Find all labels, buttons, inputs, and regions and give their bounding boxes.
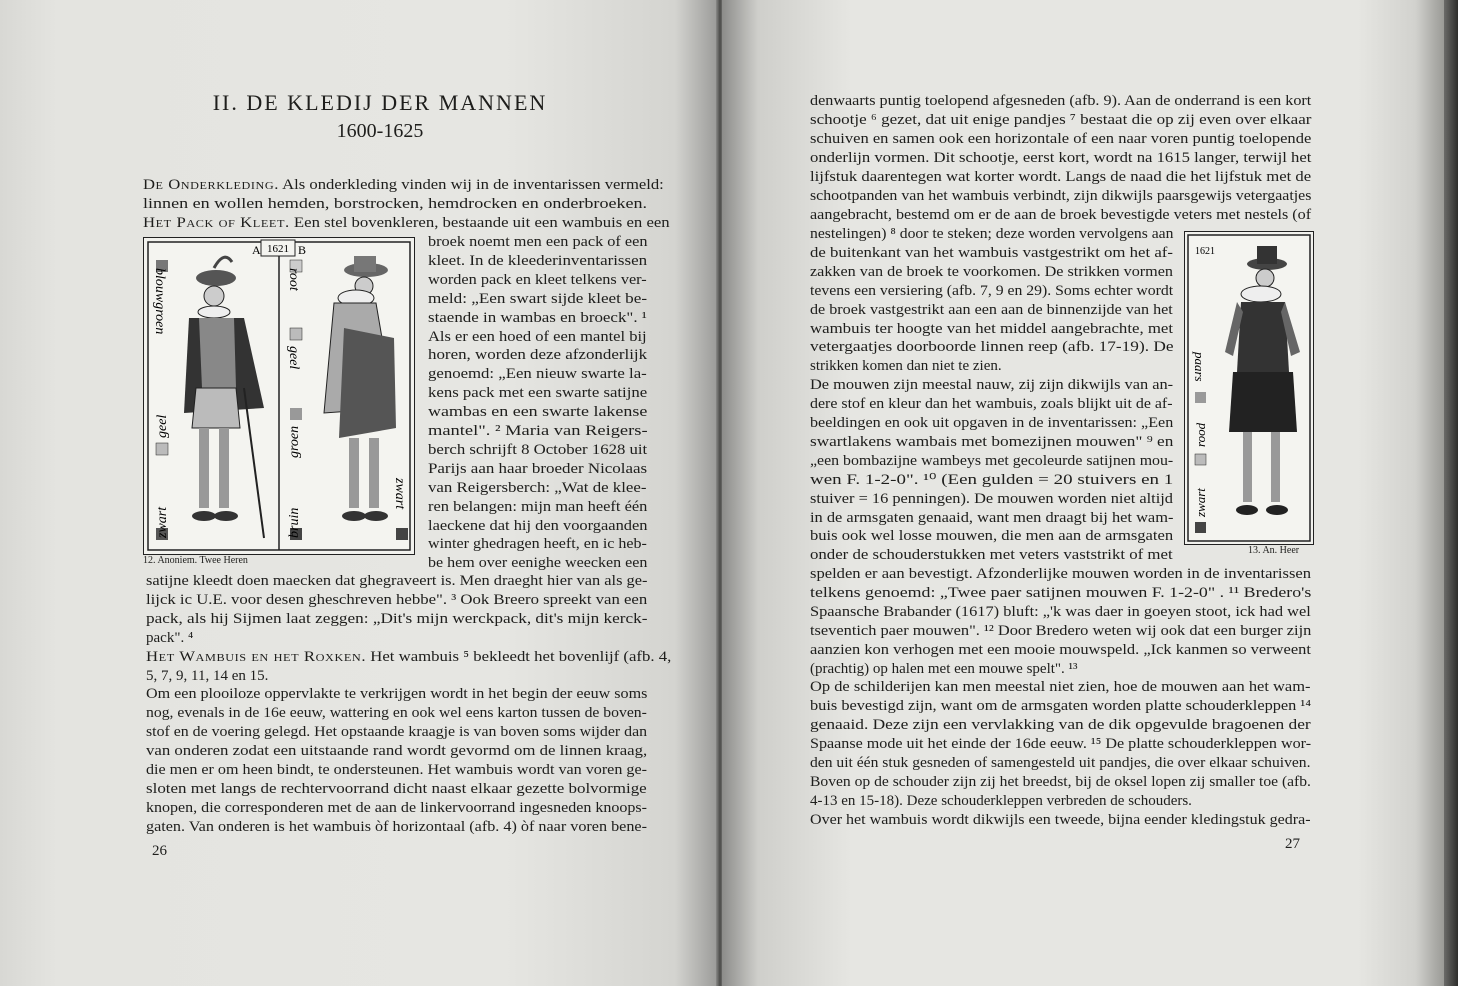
text-line: strikken komen dan niet te zien.: [810, 358, 1002, 375]
color-swatch-icon: [1195, 454, 1206, 465]
left-page: [0, 0, 718, 986]
playing-card-illustration: [144, 238, 414, 554]
text-line: aanzien kon verhogen met een mooie mouwspeld. „Ick kanmen so verweent: [810, 641, 1311, 658]
text-line: winter ghedragen heeft, en ic heb-: [428, 536, 647, 553]
text-line: pack, als hij Sijmen laat zeggen: „Dit's mijn werckpack, dit's mijn kerck-: [146, 610, 648, 627]
text-line: worden pack en kleet telkens ver-: [428, 271, 647, 288]
text-line: tevens een versiering (afb. 7, 9 en 29). Soms echter wordt: [810, 282, 1174, 299]
card-color-word: geel: [155, 414, 170, 438]
color-swatch-icon: [156, 443, 168, 455]
text-line: buis bevestigd zijn, want om de armsgaten worden platte schouderkleppen ¹⁴: [810, 698, 1312, 715]
text-line: lijck ic U.E. voor desen gheschreven hebbe". ³ Ook Breero spreekt van een: [146, 591, 648, 608]
text-line: De Onderkleding. Als onderkleding vinden wij in de inventarissen vermeld:: [143, 177, 664, 193]
page-number-right: 27: [1285, 836, 1300, 852]
card-color-word: zwart: [155, 506, 170, 538]
text-line: de buitenkant van het wambuis vastgestrikt om het af-: [810, 244, 1173, 261]
text-line: vetergaatjes doorboorde linnen reep (afb. 17-19). De: [810, 339, 1174, 356]
text-line: berch schrijft 8 October 1628 uit: [428, 441, 648, 458]
text-line: Over het wambuis wordt dikwijls een tweede, bijna eender kledingstuk gedra-: [810, 811, 1311, 828]
text-line: Op de schilderijen kan men meestal niet zien, hoe de mouwen aan het wam-: [810, 679, 1311, 696]
text-line: Om een plooiloze oppervlakte te verkrijgen wordt in het begin der eeuw soms: [146, 686, 648, 703]
text-line: kleet. In de kleederinventarissen: [428, 252, 648, 269]
text-line: Als er een hoed of een mantel bij: [428, 328, 647, 345]
figure-letter-b: B: [298, 243, 307, 257]
figure-two-gentlemen: [143, 237, 415, 555]
figure-letter-a: A: [252, 243, 261, 257]
text-line: be hem over eenighe weecken een: [428, 555, 648, 572]
figure-caption: 12. Anoniem. Twee Heren: [143, 555, 248, 566]
card-color-word: groen: [287, 425, 302, 458]
text-line: Spaansche Brabander (1617) bluft: „'k was daer in goeyen stoot, ick had wel: [810, 603, 1311, 620]
color-swatch-icon: [290, 328, 302, 340]
figure-year-label: 1621: [1195, 246, 1215, 257]
color-swatch-icon: [1195, 522, 1206, 533]
text-line: beeldingen en ook uit opgaven in de inventarissen: „Een: [810, 415, 1174, 431]
figure-year-label: 1621: [267, 243, 289, 255]
figure-gentleman: [1184, 231, 1314, 545]
text-line: genaaid. Deze zijn een vervlakking van de dik opgevulde bragoenen der: [810, 717, 1311, 734]
text-line: 4-13 en 15-18). Deze schouderkleppen verbreden de schouders.: [810, 792, 1192, 809]
card-color-word: zwart: [1193, 488, 1208, 517]
text-line: schootje ⁶ gezet, dat uit enige pandjes ⁷ bestaat die op zij even over elkaar: [810, 112, 1312, 128]
text-line: van onderen zodat een uitstaande rand wordt gevormd om de linnen kraag,: [146, 743, 648, 760]
text-line: mantel". ² Maria van Reigers-: [428, 423, 648, 439]
text-line: laeckene dat hij den voorgaanden: [428, 517, 648, 534]
figure-caption: 13. An. Heer: [1248, 545, 1300, 556]
text-line: buis ook wel losse mouwen, die men aan de armsgaten: [810, 528, 1174, 545]
text-line: stof en de voering gelegd. Het opstaande kraagje is van boven soms wijder dan: [146, 724, 648, 741]
text-line: linnen en wollen hemden, borstrocken, hemdrocken en onderbroeken.: [143, 196, 648, 212]
card-color-word: root: [286, 268, 301, 291]
text-line: (prachtig) op halen met een mouwe spelt". ¹³: [810, 660, 1078, 677]
text-line: spelden er aan bevestigt. Afzonderlijke mouwen worden in de inventarissen: [810, 566, 1312, 582]
text-line: de broek vastgestrikt aan een aan de binnenzijde van het: [810, 301, 1173, 318]
card-color-word: bruin: [287, 507, 302, 538]
text-line: aangebracht, bestemd om er de aan de broek bevestigde veters met nestels (of: [810, 207, 1312, 223]
text-line: satijne kleedt doen maecken dat ghegraveert is. Men draeght hier van als ge-: [146, 573, 648, 589]
text-line: genoemd: „Een nieuw swarte la-: [428, 366, 647, 383]
book-edge: [1444, 0, 1458, 986]
card-color-word: zwart: [392, 478, 407, 510]
color-swatch-icon: [290, 408, 302, 420]
text-line: tseventich paer mouwen". ¹² Door Bredero weten wij ook dat een burger zijn: [810, 622, 1312, 639]
text-line: wambas en een swarte lakense: [428, 404, 648, 421]
page-number-left: 26: [152, 843, 167, 859]
text-line: Spaanse mode uit het einde der 16de eeuw. ¹⁵ De platte schouderkleppen wor-: [810, 736, 1312, 753]
card-color-word: geel: [286, 346, 301, 370]
color-swatch-icon: [396, 528, 408, 540]
text-line: Boven op de schouder zijn zij het breedst, bij de oksel lopen zij smaller toe (afb.: [810, 773, 1311, 790]
text-line: pack". ⁴: [146, 629, 194, 646]
card-color-word: blouwgroen: [152, 268, 167, 335]
playing-card-illustration: [1185, 232, 1313, 544]
text-line: nog, evenals in de 16e eeuw, wattering en ook wel eens karton tussen de boven-: [146, 705, 647, 722]
text-line: meld: „Een swart sijde kleet be-: [428, 290, 648, 307]
text-line: dere stof en kleur dan het wambuis, zoals blijkt uit de af-: [810, 396, 1173, 413]
chapter-title: II. DE KLEDIJ DER MANNEN: [212, 90, 548, 115]
text-line: zakken van de broek te voorkomen. De strikken vormen: [810, 263, 1173, 280]
right-page: [722, 0, 1444, 986]
text-line: sloten met langs de rechtervoorrand dicht naast elkaar gezette bolvormige: [146, 780, 647, 797]
text-line: wambuis ter hoogte van het middel aangebrachte, met: [810, 320, 1174, 337]
text-line: „een bombazijne wambeys met gecoleurde satijnen mou-: [810, 452, 1174, 469]
text-line: stuiver = 16 penningen). De mouwen worden niet altijd: [810, 490, 1173, 507]
text-line: Het Wambuis en het Roxken. Het wambuis ⁵ bekleedt het bovenlijf (afb. 4,: [146, 648, 672, 665]
text-line: wen F. 1-2-0". ¹⁰ (Een gulden = 20 stuivers en 1: [810, 471, 1174, 488]
text-line: die men er om heen bindt, te ondersteunen. Het wambuis wordt van voren ge-: [146, 762, 647, 778]
chapter-years: 1600-1625: [336, 120, 424, 142]
text-line: lijfstuk daarentegen wat korter wordt. Langs de naad die het lijfstuk met de: [810, 169, 1312, 185]
card-color-word: rood: [1193, 422, 1208, 447]
text-line: kens pack met een swarte satijne: [428, 385, 648, 402]
text-line: in de armsgaten genaaid, want men draagt bij het wam-: [810, 509, 1174, 526]
text-line: onderlijn vormen. Dit schootje, eerst kort, wordt na 1615 langer, terwijl het: [810, 150, 1312, 166]
text-line: knopen, die corresponderen met de aan de linkervoorrand ingesneden knoops-: [146, 799, 648, 816]
text-line: Parijs aan haar broeder Nicolaas: [428, 460, 648, 477]
text-line: De mouwen zijn meestal nauw, zij zijn dikwijls van an-: [810, 377, 1174, 394]
text-line: staende in wambas en broeck". ¹: [428, 309, 647, 326]
text-line: van Reigersberch: „Wat de klee-: [428, 479, 647, 496]
text-line: den uit één stuk gesneden of samengesteld uit pandjes, die over elkaar schuiven.: [810, 755, 1311, 771]
text-line: 5, 7, 9, 11, 14 en 15.: [146, 667, 269, 684]
text-line: schootpanden van het wambuis verbindt, zijn dikwijls paarsgewijs vetergaatjes: [810, 188, 1312, 204]
text-line: horen, worden deze afzonderlijk: [428, 347, 648, 364]
card-color-word: paars: [1192, 352, 1207, 382]
text-line: onder de schouderstukken met veters vaststrikt of met: [810, 547, 1173, 564]
text-line: broek noemt men een pack of een: [428, 234, 648, 250]
text-line: ren belangen: mijn man heeft één: [428, 498, 648, 515]
color-swatch-icon: [1195, 392, 1206, 403]
text-line: Het Pack of Kleet. Een stel bovenkleren, bestaande uit een wambuis en een: [143, 215, 670, 231]
text-line: telkens genoemd: „Twee paer satijnen mouwen F. 1-2-0" . ¹¹ Bredero's: [810, 584, 1312, 601]
text-line: swartlakens wambais met bomezijnen mouwen" ⁹ en: [810, 433, 1174, 450]
text-line: nestelingen) ⁸ door te steken; deze worden vervolgens aan: [810, 226, 1174, 242]
text-line: gaten. Van onderen is het wambuis òf horizontaal (afb. 4) òf naar voren bene-: [146, 818, 647, 835]
text-line: schuiven en samen ook een horizontale of een naar voren puntig toelopende: [810, 131, 1312, 147]
text-line: denwaarts puntig toelopend afgesneden (afb. 9). Aan de onderrand is een kort: [810, 93, 1312, 109]
